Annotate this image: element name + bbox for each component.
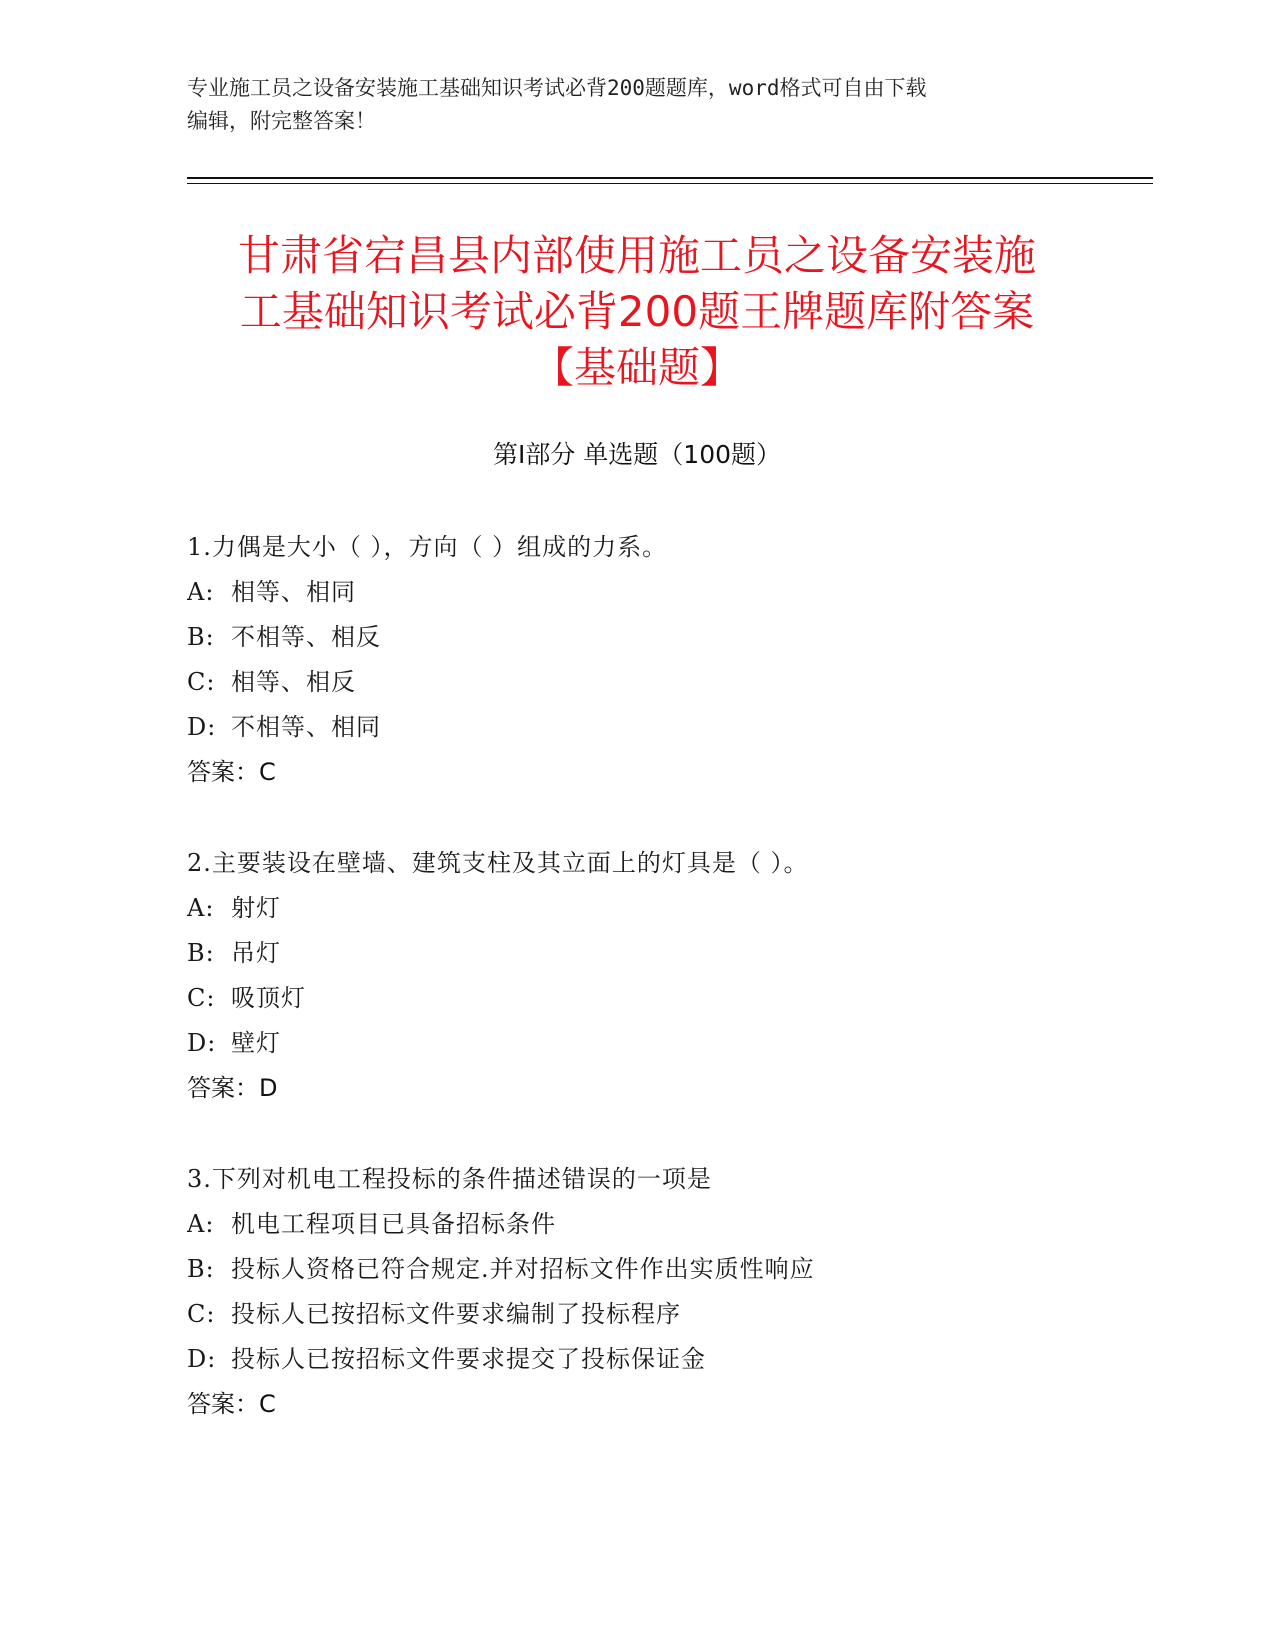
answer: 答案：C [187, 758, 276, 786]
option-c [187, 976, 1147, 1021]
option-key: D: [187, 713, 217, 741]
document-title [187, 228, 1087, 396]
document-title-line-3: 【基础题】 [531, 343, 742, 392]
option-a [187, 570, 1147, 615]
option-text: 投标人已按招标文件要求提交了投标保证金 [231, 1345, 706, 1373]
question-stem: 2.主要装设在壁墙、建筑支柱及其立面上的灯具是（ ）。 [187, 849, 809, 877]
option-text: 投标人已按招标文件要求编制了投标程序 [231, 1300, 681, 1328]
option-text: 壁灯 [231, 1029, 281, 1057]
document-title-line-1: 甘肃省宕昌县内部使用施工员之设备安装施 [237, 231, 1036, 280]
option-b [187, 1247, 1147, 1292]
question-stem: 1.力偶是大小（ ），方向（ ）组成的力系。 [187, 533, 668, 561]
header-note-line-2: 编辑，附完整答案！ [187, 109, 376, 133]
option-key: C: [187, 984, 216, 1012]
header-divider-thick [187, 177, 1153, 179]
option-key: B: [187, 1255, 215, 1283]
answer: 答案：D [187, 1074, 278, 1102]
option-a [187, 1202, 1147, 1247]
answer: 答案：C [187, 1390, 276, 1418]
question-3 [187, 1157, 1147, 1427]
option-key: A: [187, 578, 215, 606]
header-note [187, 72, 1087, 138]
option-text: 相等、相反 [231, 668, 356, 696]
section-heading: 第Ⅰ部分 单选题（100题） [492, 440, 782, 469]
option-text: 投标人资格已符合规定.并对招标文件作出实质性响应 [231, 1255, 815, 1283]
option-text: 机电工程项目已具备招标条件 [231, 1210, 556, 1238]
option-b [187, 931, 1147, 976]
option-d [187, 705, 1147, 750]
question-2 [187, 841, 1147, 1111]
option-key: D: [187, 1029, 217, 1057]
option-c [187, 1292, 1147, 1337]
option-a [187, 886, 1147, 931]
question-list [187, 525, 1147, 1473]
option-key: C: [187, 1300, 216, 1328]
option-c [187, 660, 1147, 705]
option-d [187, 1021, 1147, 1066]
option-text: 不相等、相同 [231, 713, 381, 741]
option-d [187, 1337, 1147, 1382]
option-text: 射灯 [231, 894, 281, 922]
option-b [187, 615, 1147, 660]
header-divider-thin [187, 183, 1153, 184]
option-text: 不相等、相反 [231, 623, 381, 651]
document-title-line-2: 工基础知识考试必背200题王牌题库附答案 [239, 287, 1035, 336]
option-text: 吊灯 [231, 939, 281, 967]
option-key: B: [187, 939, 215, 967]
option-key: A: [187, 894, 215, 922]
option-key: C: [187, 668, 216, 696]
question-1 [187, 525, 1147, 795]
option-text: 相等、相同 [231, 578, 356, 606]
option-text: 吸顶灯 [231, 984, 306, 1012]
option-key: B: [187, 623, 215, 651]
header-note-line-1: 专业施工员之设备安装施工基础知识考试必背200题题库，word格式可自由下载 [187, 76, 927, 100]
question-stem: 3.下列对机电工程投标的条件描述错误的一项是 [187, 1165, 712, 1193]
option-key: D: [187, 1345, 217, 1373]
option-key: A: [187, 1210, 215, 1238]
